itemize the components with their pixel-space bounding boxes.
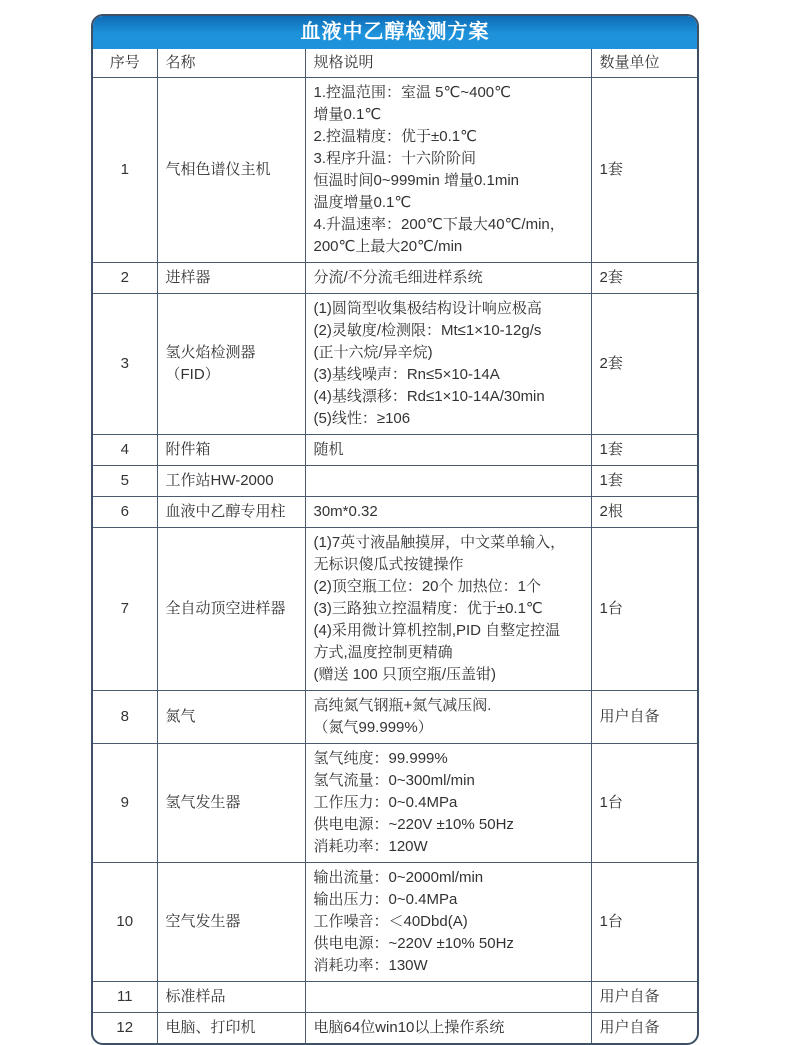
spec-line: 200℃上最大20℃/min xyxy=(313,237,463,255)
spec-line: (5)线性：≥106 xyxy=(313,409,411,427)
spec-table-card xyxy=(91,14,699,1045)
cell-qty: 用户自备 xyxy=(591,690,697,743)
spec-line: 增量0.1℃ xyxy=(313,105,382,123)
cell-name: 附件箱 xyxy=(157,434,305,465)
cell-spec xyxy=(305,690,591,743)
column-header-spec: 规格说明 xyxy=(305,49,591,77)
cell-name: 氢气发生器 xyxy=(157,743,305,862)
table-row xyxy=(93,262,697,293)
cell-qty: 用户自备 xyxy=(591,981,697,1012)
spec-line: 电脑64位win10以上操作系统 xyxy=(313,1018,505,1036)
cell-name: 工作站HW-2000 xyxy=(157,465,305,496)
cell-spec xyxy=(305,1012,591,1043)
cell-qty: 2根 xyxy=(591,496,697,527)
cell-name: 空气发生器 xyxy=(157,862,305,981)
cell-qty: 1套 xyxy=(591,434,697,465)
cell-spec xyxy=(305,465,591,496)
cell-spec xyxy=(305,496,591,527)
spec-line: 2.控温精度：优于±0.1℃ xyxy=(313,127,477,145)
cell-qty: 1台 xyxy=(591,743,697,862)
spec-line: 消耗功率：120W xyxy=(313,837,428,855)
cell-qty: 2套 xyxy=(591,293,697,434)
table-row xyxy=(93,77,697,262)
cell-spec xyxy=(305,527,591,690)
cell-spec xyxy=(305,293,591,434)
column-header-qty: 数量单位 xyxy=(591,49,697,77)
cell-qty: 1套 xyxy=(591,465,697,496)
table-row xyxy=(93,981,697,1012)
spec-line: 输出流量：0~2000ml/min xyxy=(313,868,484,886)
cell-qty: 2套 xyxy=(591,262,697,293)
spec-line: 供电电源：~220V ±10% 50Hz xyxy=(313,815,514,833)
cell-name: 血液中乙醇专用柱 xyxy=(157,496,305,527)
table-row xyxy=(93,465,697,496)
spec-line: (2)灵敏度/检测限：Mt≤1×10-12g/s xyxy=(313,321,542,339)
cell-name: 进样器 xyxy=(157,262,305,293)
column-header-no: 序号 xyxy=(93,49,157,77)
cell-spec xyxy=(305,262,591,293)
spec-line: 氢气纯度：99.999% xyxy=(313,749,448,767)
spec-line: 30m*0.32 xyxy=(313,502,378,520)
spec-line: (4)采用微计算机控制,PID 自整定控温 xyxy=(313,621,561,639)
cell-name: 氮气 xyxy=(157,690,305,743)
table-row xyxy=(93,434,697,465)
spec-line: (1)圆筒型收集极结构设计响应极高 xyxy=(313,299,542,317)
table-row xyxy=(93,293,697,434)
table-row xyxy=(93,496,697,527)
spec-line: 分流/不分流毛细进样系统 xyxy=(313,268,483,286)
cell-spec xyxy=(305,434,591,465)
cell-name: 全自动顶空进样器 xyxy=(157,527,305,690)
cell-no: 4 xyxy=(93,434,157,465)
cell-no: 11 xyxy=(93,981,157,1012)
spec-line: 工作压力：0~0.4MPa xyxy=(313,793,458,811)
column-header-name: 名称 xyxy=(157,49,305,77)
cell-name: 气相色谱仪主机 xyxy=(157,77,305,262)
spec-line: 4.升温速率：200℃下最大40℃/min， xyxy=(313,215,565,233)
table-row xyxy=(93,690,697,743)
cell-no: 12 xyxy=(93,1012,157,1043)
spec-line: 3.程序升温：十六阶阶间 xyxy=(313,149,477,167)
spec-line: 方式,温度控制更精确 xyxy=(313,643,453,661)
spec-line: (2)顶空瓶工位：20个 加热位：1个 xyxy=(313,577,542,595)
spec-line: (4)基线漂移：Rd≤1×10-14A/30min xyxy=(313,387,545,405)
spec-line: 随机 xyxy=(313,440,344,458)
cell-name: 氢火焰检测器（FID） xyxy=(157,293,305,434)
spec-line: 供电电源：~220V ±10% 50Hz xyxy=(313,934,514,952)
cell-qty: 用户自备 xyxy=(591,1012,697,1043)
cell-spec xyxy=(305,862,591,981)
spec-line: 氢气流量：0~300ml/min xyxy=(313,771,475,789)
spec-line: 温度增量0.1℃ xyxy=(313,193,412,211)
cell-spec xyxy=(305,981,591,1012)
cell-no: 3 xyxy=(93,293,157,434)
cell-no: 7 xyxy=(93,527,157,690)
cell-name: 电脑、打印机 xyxy=(157,1012,305,1043)
spec-line: 无标识傻瓜式按键操作 xyxy=(313,555,464,573)
spec-line: 输出压力：0~0.4MPa xyxy=(313,890,458,908)
cell-qty: 1套 xyxy=(591,77,697,262)
spec-table xyxy=(93,49,697,1043)
cell-spec xyxy=(305,743,591,862)
cell-no: 10 xyxy=(93,862,157,981)
cell-name: 标准样品 xyxy=(157,981,305,1012)
spec-line: 工作噪音：＜40Dbd(A) xyxy=(313,912,468,930)
spec-line: (3)基线噪声：Rn≤5×10-14A xyxy=(313,365,500,383)
spec-line: (1)7英寸液晶触摸屏，中文菜单输入， xyxy=(313,533,566,551)
spec-line: （氮气99.999%） xyxy=(313,718,433,736)
spec-line: (3)三路独立控温精度：优于±0.1℃ xyxy=(313,599,543,617)
table-row xyxy=(93,527,697,690)
cell-no: 1 xyxy=(93,77,157,262)
cell-no: 2 xyxy=(93,262,157,293)
cell-qty: 1台 xyxy=(591,862,697,981)
spec-line: (赠送 100 只顶空瓶/压盖钳) xyxy=(313,665,497,683)
spec-line: 1.控温范围：室温 5℃~400℃ xyxy=(313,83,511,101)
table-row xyxy=(93,1012,697,1043)
cell-no: 5 xyxy=(93,465,157,496)
cell-no: 9 xyxy=(93,743,157,862)
header-row xyxy=(93,49,697,77)
table-row xyxy=(93,743,697,862)
cell-no: 8 xyxy=(93,690,157,743)
cell-spec xyxy=(305,77,591,262)
cell-qty: 1台 xyxy=(591,527,697,690)
cell-no: 6 xyxy=(93,496,157,527)
spec-line: 高纯氮气钢瓶+氮气减压阀. xyxy=(313,696,492,714)
spec-line: (正十六烷/异辛烷) xyxy=(313,343,433,361)
spec-line: 消耗功率：130W xyxy=(313,956,428,974)
table-row xyxy=(93,862,697,981)
spec-line: 恒温时间0~999min 增量0.1min xyxy=(313,171,519,189)
page-title: 血液中乙醇检测方案 xyxy=(93,16,697,49)
